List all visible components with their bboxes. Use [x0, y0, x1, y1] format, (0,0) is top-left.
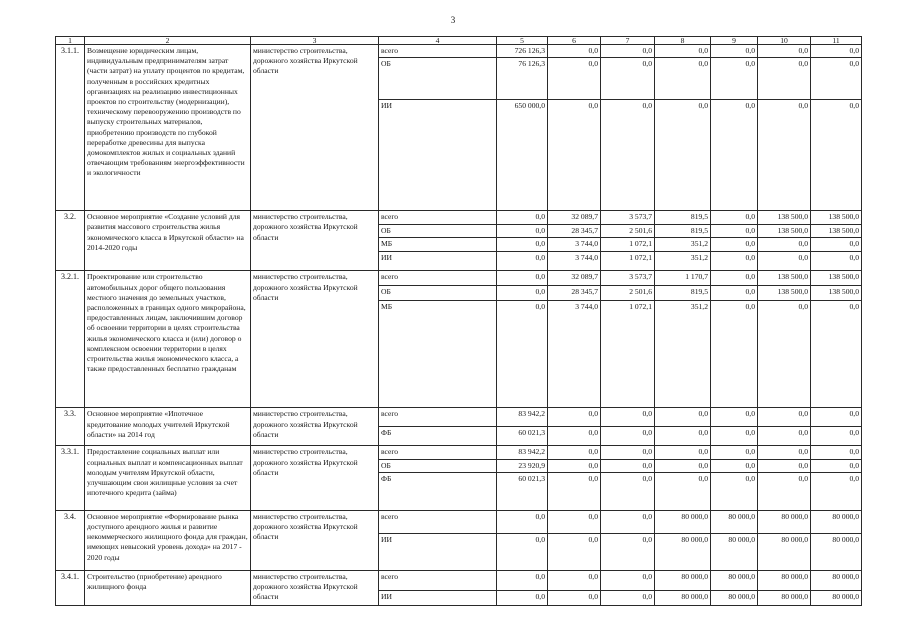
amount-cell: 0,0 — [711, 45, 758, 58]
table-row — [56, 408, 862, 427]
amount-cell: 80 000,0 — [758, 590, 811, 605]
amount-cell: 3 573,7 — [601, 271, 655, 286]
header-cell: 9 — [711, 37, 758, 45]
amount-cell: 351,2 — [655, 252, 711, 271]
header-cell: 4 — [379, 37, 497, 45]
amount-cell: 0,0 — [811, 427, 862, 446]
funding-source: ИИ — [379, 590, 497, 605]
amount-cell: 28 345,7 — [548, 286, 601, 301]
amount-cell: 0,0 — [548, 590, 601, 605]
amount-cell: 0,0 — [601, 590, 655, 605]
amount-cell: 0,0 — [548, 408, 601, 427]
amount-cell: 0,0 — [758, 459, 811, 472]
table-row — [56, 211, 862, 225]
funding-source: ИИ — [379, 100, 497, 211]
amount-cell: 32 089,7 — [548, 271, 601, 286]
amount-cell: 1 170,7 — [655, 271, 711, 286]
amount-cell: 0,0 — [758, 238, 811, 252]
funding-source: ФБ — [379, 472, 497, 510]
amount-cell: 0,0 — [758, 446, 811, 459]
amount-cell: 80 000,0 — [758, 533, 811, 570]
amount-cell: 1 072,1 — [601, 301, 655, 408]
amount-cell: 0,0 — [548, 472, 601, 510]
amount-cell: 32 089,7 — [548, 211, 601, 225]
header-cell: 7 — [601, 37, 655, 45]
amount-cell: 80 000,0 — [811, 510, 862, 533]
amount-cell: 0,0 — [655, 427, 711, 446]
amount-cell: 0,0 — [811, 408, 862, 427]
item-executor: министерство строительства, дорожного хозяйства Иркутской области — [251, 408, 379, 446]
funding-source: ФБ — [379, 427, 497, 446]
amount-cell: 0,0 — [711, 408, 758, 427]
amount-cell: 60 021,3 — [497, 472, 548, 510]
amount-cell: 80 000,0 — [655, 510, 711, 533]
item-number: 3.2.1. — [56, 271, 85, 408]
header-cell: 5 — [497, 37, 548, 45]
item-number: 3.4. — [56, 510, 85, 570]
item-name: Строительство (приобретение) арендного жилищного фонда — [85, 570, 251, 605]
header-cell: 8 — [655, 37, 711, 45]
amount-cell: 0,0 — [758, 472, 811, 510]
item-name: Предоставление социальных выплат или социальных выплат и компенсационных выплат молодым учителям Иркутской области, улучшающим свои жилищные условия за счет ипотечного кредита (займа) — [85, 446, 251, 510]
amount-cell: 650 000,0 — [497, 100, 548, 211]
amount-cell: 0,0 — [655, 446, 711, 459]
amount-cell: 351,2 — [655, 301, 711, 408]
amount-cell: 80 000,0 — [655, 570, 711, 590]
amount-cell: 0,0 — [548, 45, 601, 58]
amount-cell: 0,0 — [548, 446, 601, 459]
amount-cell: 0,0 — [711, 58, 758, 100]
budget-table — [55, 36, 862, 606]
amount-cell: 80 000,0 — [758, 570, 811, 590]
item-name: Основное мероприятие «Формирование рынка доступного арендного жилья и развитие некоммерческого жилищного фонда для граждан, имеющих невысокий уровень дохода» на 2017 - 2020 годы — [85, 510, 251, 570]
amount-cell: 80 000,0 — [811, 590, 862, 605]
amount-cell: 0,0 — [548, 570, 601, 590]
amount-cell: 0,0 — [548, 533, 601, 570]
amount-cell: 83 942,2 — [497, 446, 548, 459]
amount-cell: 80 000,0 — [711, 510, 758, 533]
amount-cell: 0,0 — [497, 590, 548, 605]
amount-cell: 138 500,0 — [758, 225, 811, 238]
amount-cell: 726 126,3 — [497, 45, 548, 58]
amount-cell: 3 744,0 — [548, 301, 601, 408]
amount-cell: 0,0 — [811, 100, 862, 211]
header-cell: 3 — [251, 37, 379, 45]
amount-cell: 80 000,0 — [655, 590, 711, 605]
amount-cell: 0,0 — [601, 45, 655, 58]
amount-cell: 0,0 — [811, 45, 862, 58]
amount-cell: 0,0 — [811, 238, 862, 252]
item-executor: министерство строительства, дорожного хозяйства Иркутской области — [251, 446, 379, 510]
amount-cell: 138 500,0 — [811, 286, 862, 301]
funding-source: МБ — [379, 301, 497, 408]
amount-cell: 0,0 — [601, 58, 655, 100]
amount-cell: 0,0 — [497, 211, 548, 225]
table-row — [56, 446, 862, 459]
funding-source: ОБ — [379, 225, 497, 238]
amount-cell: 0,0 — [811, 58, 862, 100]
item-executor: министерство строительства, дорожного хозяйства Иркутской области — [251, 45, 379, 211]
amount-cell: 0,0 — [711, 100, 758, 211]
amount-cell: 0,0 — [601, 570, 655, 590]
amount-cell: 1 072,1 — [601, 238, 655, 252]
funding-source: всего — [379, 45, 497, 58]
amount-cell: 138 500,0 — [758, 286, 811, 301]
amount-cell: 0,0 — [548, 459, 601, 472]
amount-cell: 138 500,0 — [758, 211, 811, 225]
funding-source: ИИ — [379, 252, 497, 271]
amount-cell: 0,0 — [601, 100, 655, 211]
amount-cell: 0,0 — [711, 286, 758, 301]
amount-cell: 0,0 — [811, 301, 862, 408]
amount-cell: 0,0 — [811, 446, 862, 459]
amount-cell: 2 501,6 — [601, 286, 655, 301]
amount-cell: 0,0 — [601, 408, 655, 427]
amount-cell: 0,0 — [711, 459, 758, 472]
amount-cell: 0,0 — [711, 301, 758, 408]
amount-cell: 80 000,0 — [758, 510, 811, 533]
amount-cell: 0,0 — [548, 427, 601, 446]
amount-cell: 0,0 — [601, 472, 655, 510]
table-row — [56, 570, 862, 590]
amount-cell: 351,2 — [655, 238, 711, 252]
funding-source: ОБ — [379, 286, 497, 301]
amount-cell: 0,0 — [497, 286, 548, 301]
amount-cell: 0,0 — [601, 533, 655, 570]
amount-cell: 80 000,0 — [811, 533, 862, 570]
amount-cell: 0,0 — [548, 58, 601, 100]
amount-cell: 0,0 — [655, 408, 711, 427]
item-number: 3.2. — [56, 211, 85, 271]
amount-cell: 80 000,0 — [655, 533, 711, 570]
funding-source: всего — [379, 408, 497, 427]
funding-source: всего — [379, 446, 497, 459]
amount-cell: 0,0 — [711, 211, 758, 225]
funding-source: всего — [379, 510, 497, 533]
amount-cell: 138 500,0 — [811, 211, 862, 225]
item-name: Проектирование или строительство автомобильных дорог общего пользования местного значения до земельных участков, расположенных в границах одного микрорайона, предоставленных лицам, заключившим договор об освоении территории в целях строительства жилья экономического класса и (или) договор о комплексном освоении территории в целях строительства жилья экономического класса, а также предоставленных бесплатно гражданам — [85, 271, 251, 408]
page-number: 3 — [450, 15, 456, 25]
amount-cell: 80 000,0 — [711, 570, 758, 590]
funding-source: всего — [379, 211, 497, 225]
item-executor: министерство строительства, дорожного хозяйства Иркутской области — [251, 271, 379, 408]
amount-cell: 0,0 — [711, 225, 758, 238]
amount-cell: 0,0 — [758, 427, 811, 446]
amount-cell: 0,0 — [758, 408, 811, 427]
funding-source: всего — [379, 570, 497, 590]
amount-cell: 3 744,0 — [548, 252, 601, 271]
amount-cell: 0,0 — [497, 252, 548, 271]
header-cell: 1 — [56, 37, 85, 45]
amount-cell: 60 021,3 — [497, 427, 548, 446]
amount-cell: 0,0 — [497, 225, 548, 238]
table-row — [56, 45, 862, 58]
header-cell: 10 — [758, 37, 811, 45]
amount-cell: 819,5 — [655, 286, 711, 301]
amount-cell: 0,0 — [601, 427, 655, 446]
item-name: Основное мероприятие «Ипотечное кредитование молодых учителей Иркутской области» на 2014 год — [85, 408, 251, 446]
amount-cell: 0,0 — [758, 45, 811, 58]
amount-cell: 0,0 — [758, 100, 811, 211]
header-cell: 6 — [548, 37, 601, 45]
amount-cell: 0,0 — [711, 446, 758, 459]
amount-cell: 0,0 — [811, 252, 862, 271]
funding-source: ОБ — [379, 58, 497, 100]
amount-cell: 819,5 — [655, 211, 711, 225]
amount-cell: 0,0 — [655, 459, 711, 472]
item-name: Возмещение юридическим лицам, индивидуальным предпринимателям затрат (части затрат) на уплату процентов по кредитам, полученным в российских кредитных организациях на реализацию инвестиционных проектов по строительству (модернизации), техническому перевооружению производств по выпуску строительных материалов, приобретению производств по глубокой переработке древесины для выпуска домокомплектов жилых и социальных зданий отвечающим требованиям энергоэффективности и экологичности — [85, 45, 251, 211]
table-header-row — [56, 37, 862, 45]
amount-cell: 138 500,0 — [811, 225, 862, 238]
amount-cell: 0,0 — [811, 472, 862, 510]
amount-cell: 80 000,0 — [811, 570, 862, 590]
funding-source: всего — [379, 271, 497, 286]
item-executor: министерство строительства, дорожного хозяйства Иркутской области — [251, 570, 379, 605]
item-number: 3.1.1. — [56, 45, 85, 211]
amount-cell: 0,0 — [601, 459, 655, 472]
amount-cell: 0,0 — [711, 238, 758, 252]
amount-cell: 138 500,0 — [758, 271, 811, 286]
amount-cell: 0,0 — [497, 510, 548, 533]
item-executor: министерство строительства, дорожного хозяйства Иркутской области — [251, 211, 379, 271]
amount-cell: 0,0 — [655, 100, 711, 211]
amount-cell: 0,0 — [497, 533, 548, 570]
item-name: Основное мероприятие «Создание условий для развития массового строительства жилья экономического класса в Иркутской области» на 2014-2020 годы — [85, 211, 251, 271]
amount-cell: 0,0 — [497, 301, 548, 408]
amount-cell: 0,0 — [601, 510, 655, 533]
table-row — [56, 271, 862, 286]
amount-cell: 0,0 — [497, 238, 548, 252]
amount-cell: 0,0 — [758, 252, 811, 271]
amount-cell: 3 744,0 — [548, 238, 601, 252]
amount-cell: 0,0 — [548, 100, 601, 211]
amount-cell: 2 501,6 — [601, 225, 655, 238]
amount-cell: 76 126,3 — [497, 58, 548, 100]
amount-cell: 0,0 — [711, 252, 758, 271]
amount-cell: 0,0 — [655, 45, 711, 58]
amount-cell: 83 942,2 — [497, 408, 548, 427]
amount-cell: 80 000,0 — [711, 590, 758, 605]
amount-cell: 23 920,9 — [497, 459, 548, 472]
header-cell: 2 — [85, 37, 251, 45]
amount-cell: 0,0 — [548, 510, 601, 533]
amount-cell: 3 573,7 — [601, 211, 655, 225]
table-row — [56, 510, 862, 533]
funding-source: ИИ — [379, 533, 497, 570]
amount-cell: 0,0 — [811, 459, 862, 472]
amount-cell: 28 345,7 — [548, 225, 601, 238]
amount-cell: 0,0 — [711, 271, 758, 286]
item-number: 3.4.1. — [56, 570, 85, 605]
amount-cell: 0,0 — [758, 58, 811, 100]
funding-source: ОБ — [379, 459, 497, 472]
amount-cell: 0,0 — [655, 472, 711, 510]
amount-cell: 0,0 — [497, 570, 548, 590]
amount-cell: 0,0 — [758, 301, 811, 408]
amount-cell: 819,5 — [655, 225, 711, 238]
amount-cell: 138 500,0 — [811, 271, 862, 286]
header-cell: 11 — [811, 37, 862, 45]
item-executor: министерство строительства, дорожного хозяйства Иркутской области — [251, 510, 379, 570]
amount-cell: 0,0 — [655, 58, 711, 100]
amount-cell: 80 000,0 — [711, 533, 758, 570]
amount-cell: 0,0 — [497, 271, 548, 286]
item-number: 3.3. — [56, 408, 85, 446]
amount-cell: 0,0 — [601, 446, 655, 459]
amount-cell: 0,0 — [711, 472, 758, 510]
amount-cell: 1 072,1 — [601, 252, 655, 271]
item-number: 3.3.1. — [56, 446, 85, 510]
funding-source: МБ — [379, 238, 497, 252]
amount-cell: 0,0 — [711, 427, 758, 446]
